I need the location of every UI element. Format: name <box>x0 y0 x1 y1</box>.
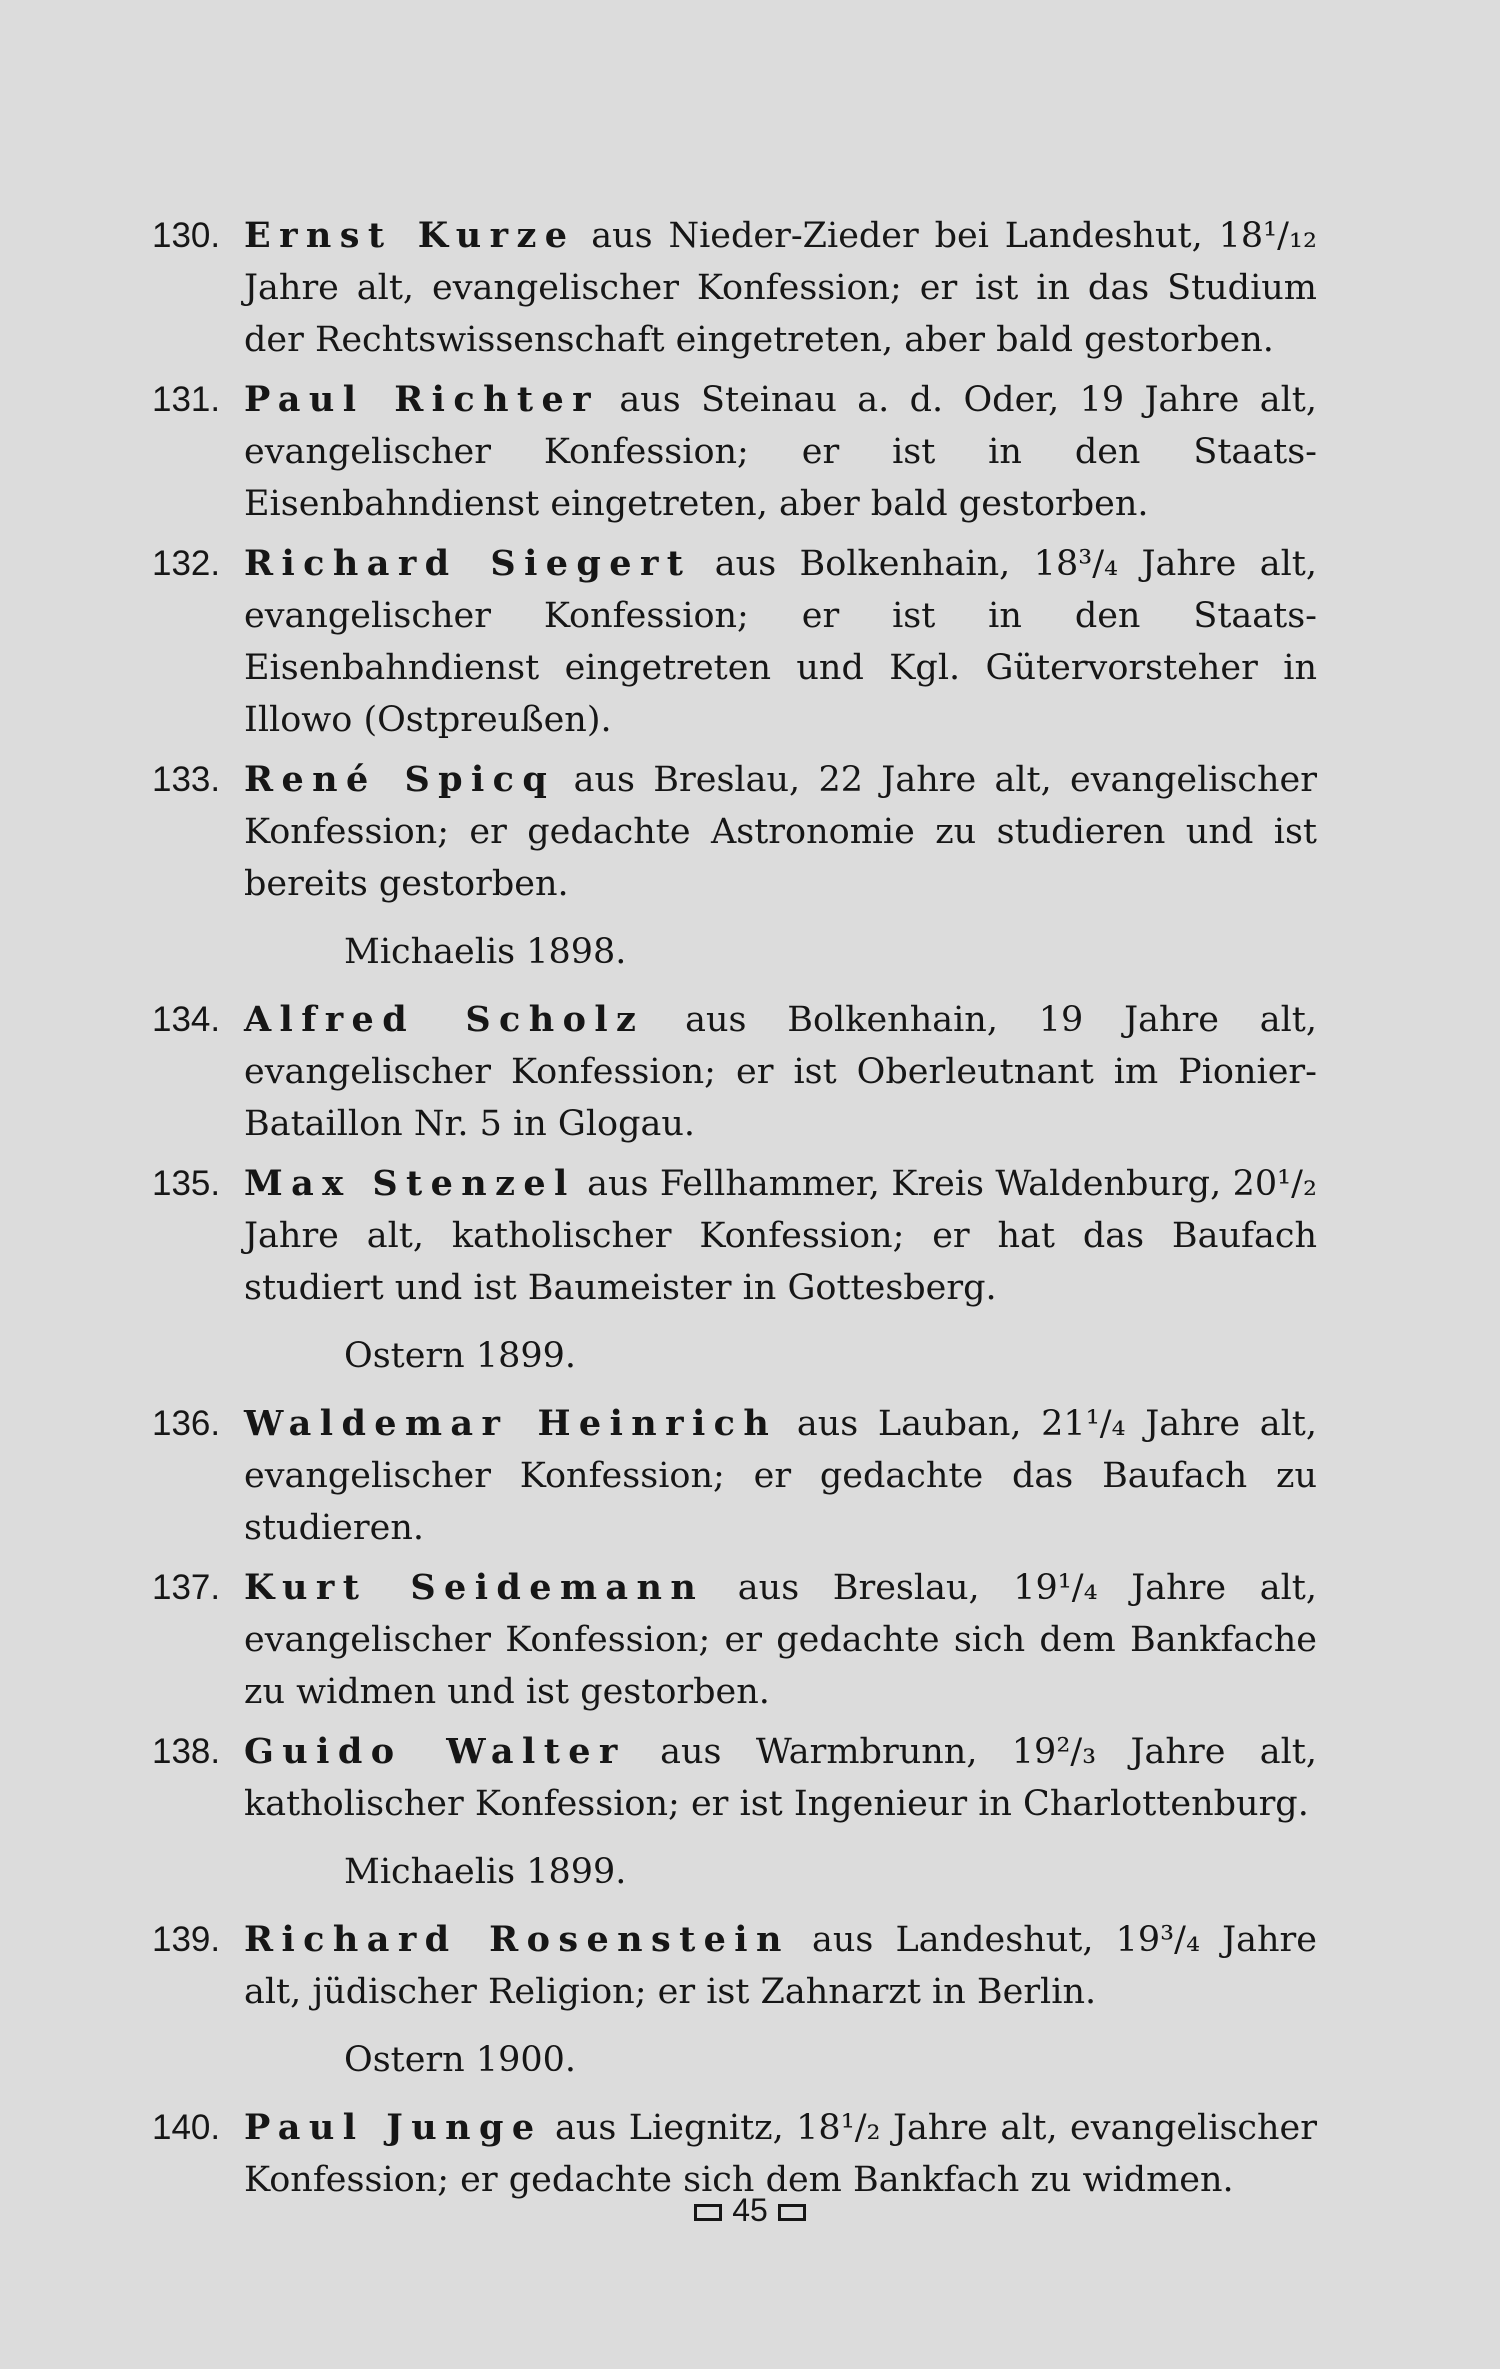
entry-number: 138. <box>152 1732 221 1771</box>
student-name: René Spicq <box>244 759 556 800</box>
list-entry <box>152 374 1317 530</box>
list-entry <box>152 994 1317 1150</box>
student-name: Ernst Kurze <box>244 215 576 256</box>
entry-description: aus Breslau, 19¹/₄ Jahre alt, evangelischer Konfession; er gedachte sich dem Bankfache zu widmen und ist gestorben. <box>244 1568 1317 1712</box>
student-name: Paul Richter <box>244 379 600 420</box>
box-ornament-icon <box>778 2204 806 2221</box>
list-entry <box>152 538 1317 746</box>
entry-number: 140. <box>152 2108 221 2147</box>
student-name: Max Stenzel <box>244 1163 576 1204</box>
student-name: Kurt Seidemann <box>244 1567 705 1608</box>
entry-number: 139. <box>152 1920 221 1959</box>
list-entry <box>152 1398 1317 1554</box>
entry-number: 132. <box>152 544 221 583</box>
student-name: Richard Siegert <box>244 543 692 584</box>
page-footer <box>0 2192 1500 2229</box>
student-name: Waldemar Heinrich <box>244 1403 778 1444</box>
entry-text <box>244 1398 1317 1554</box>
list-entry <box>152 2102 1317 2206</box>
list-entry <box>152 1562 1317 1718</box>
list-entry <box>152 754 1317 910</box>
entry-number: 135. <box>152 1164 221 1203</box>
student-name: Richard Rosenstein <box>244 1919 790 1960</box>
entry-text <box>244 754 1317 910</box>
box-ornament-icon <box>694 2204 722 2221</box>
entry-number: 134. <box>152 1000 221 1039</box>
entry-number: 137. <box>152 1568 221 1607</box>
entry-description: aus Fellhammer, Kreis Waldenburg, 20¹/₂ Jahre alt, katholischer Konfession; er hat das Baufach studiert und ist Baumeister in Gottesberg. <box>244 1164 1317 1308</box>
list-entry <box>152 1726 1317 1830</box>
page-number: 45 <box>732 2192 768 2228</box>
entry-description: aus Bolkenhain, 19 Jahre alt, evangelischer Konfession; er ist Oberleutnant im Pionier-Bataillon Nr. 5 in Glogau. <box>244 1000 1318 1144</box>
entry-text <box>244 1158 1317 1314</box>
student-name: Guido Walter <box>244 1731 626 1772</box>
entry-text <box>244 538 1317 746</box>
entry-description: aus Warmbrunn, 19²/₃ Jahre alt, katholischer Konfession; er ist Ingenieur in Charlottenburg. <box>244 1732 1317 1824</box>
entry-number: 130. <box>152 216 221 255</box>
semester-heading: Ostern 1899. <box>344 1336 577 1376</box>
list-entry <box>152 210 1317 366</box>
list-entry <box>152 1914 1317 2018</box>
entry-description: aus Steinau a. d. Oder, 19 Jahre alt, evangelischer Konfession; er ist in den Staats-Eisenbahndienst eingetreten, aber bald gestorben. <box>244 380 1317 524</box>
student-list <box>152 210 1317 2206</box>
entry-description: aus Bolkenhain, 18³/₄ Jahre alt, evangelischer Konfession; er ist in den Staats-Eisenbahndienst eingetreten und Kgl. Gütervorsteher in Illowo (Ostpreußen). <box>244 544 1317 740</box>
student-name: Paul Junge <box>244 2107 543 2148</box>
entry-text <box>244 2102 1317 2206</box>
entry-description: aus Liegnitz, 18¹/₂ Jahre alt, evangelischer Konfession; er gedachte sich dem Bankfach zu widmen. <box>244 2108 1317 2200</box>
entry-text <box>244 1726 1317 1830</box>
entry-description: aus Landeshut, 19³/₄ Jahre alt, jüdischer Religion; er ist Zahnarzt in Berlin. <box>244 1920 1317 2012</box>
student-name: Alfred Scholz <box>244 999 645 1040</box>
semester-heading: Michaelis 1899. <box>344 1852 627 1892</box>
entry-text <box>244 374 1317 530</box>
entry-description: aus Lauban, 21¹/₄ Jahre alt, evangelischer Konfession; er gedachte das Baufach zu studieren. <box>244 1404 1317 1548</box>
entry-text <box>244 994 1317 1150</box>
entry-number: 136. <box>152 1404 221 1443</box>
entry-text <box>244 1914 1317 2018</box>
semester-heading: Ostern 1900. <box>344 2040 577 2080</box>
entry-description: aus Nieder-Zieder bei Landeshut, 18¹/₁₂ Jahre alt, evangelischer Konfession; er ist in das Studium der Rechtswissenschaft eingetreten, aber bald gestorben. <box>244 216 1318 360</box>
entry-description: aus Breslau, 22 Jahre alt, evangelischer Konfession; er gedachte Astronomie zu studieren und ist bereits gestorben. <box>244 760 1317 904</box>
entry-text <box>244 1562 1317 1718</box>
list-entry <box>152 1158 1317 1314</box>
entry-number: 131. <box>152 380 221 419</box>
semester-heading: Michaelis 1898. <box>344 932 627 972</box>
entry-text <box>244 210 1317 366</box>
entry-number: 133. <box>152 760 221 799</box>
